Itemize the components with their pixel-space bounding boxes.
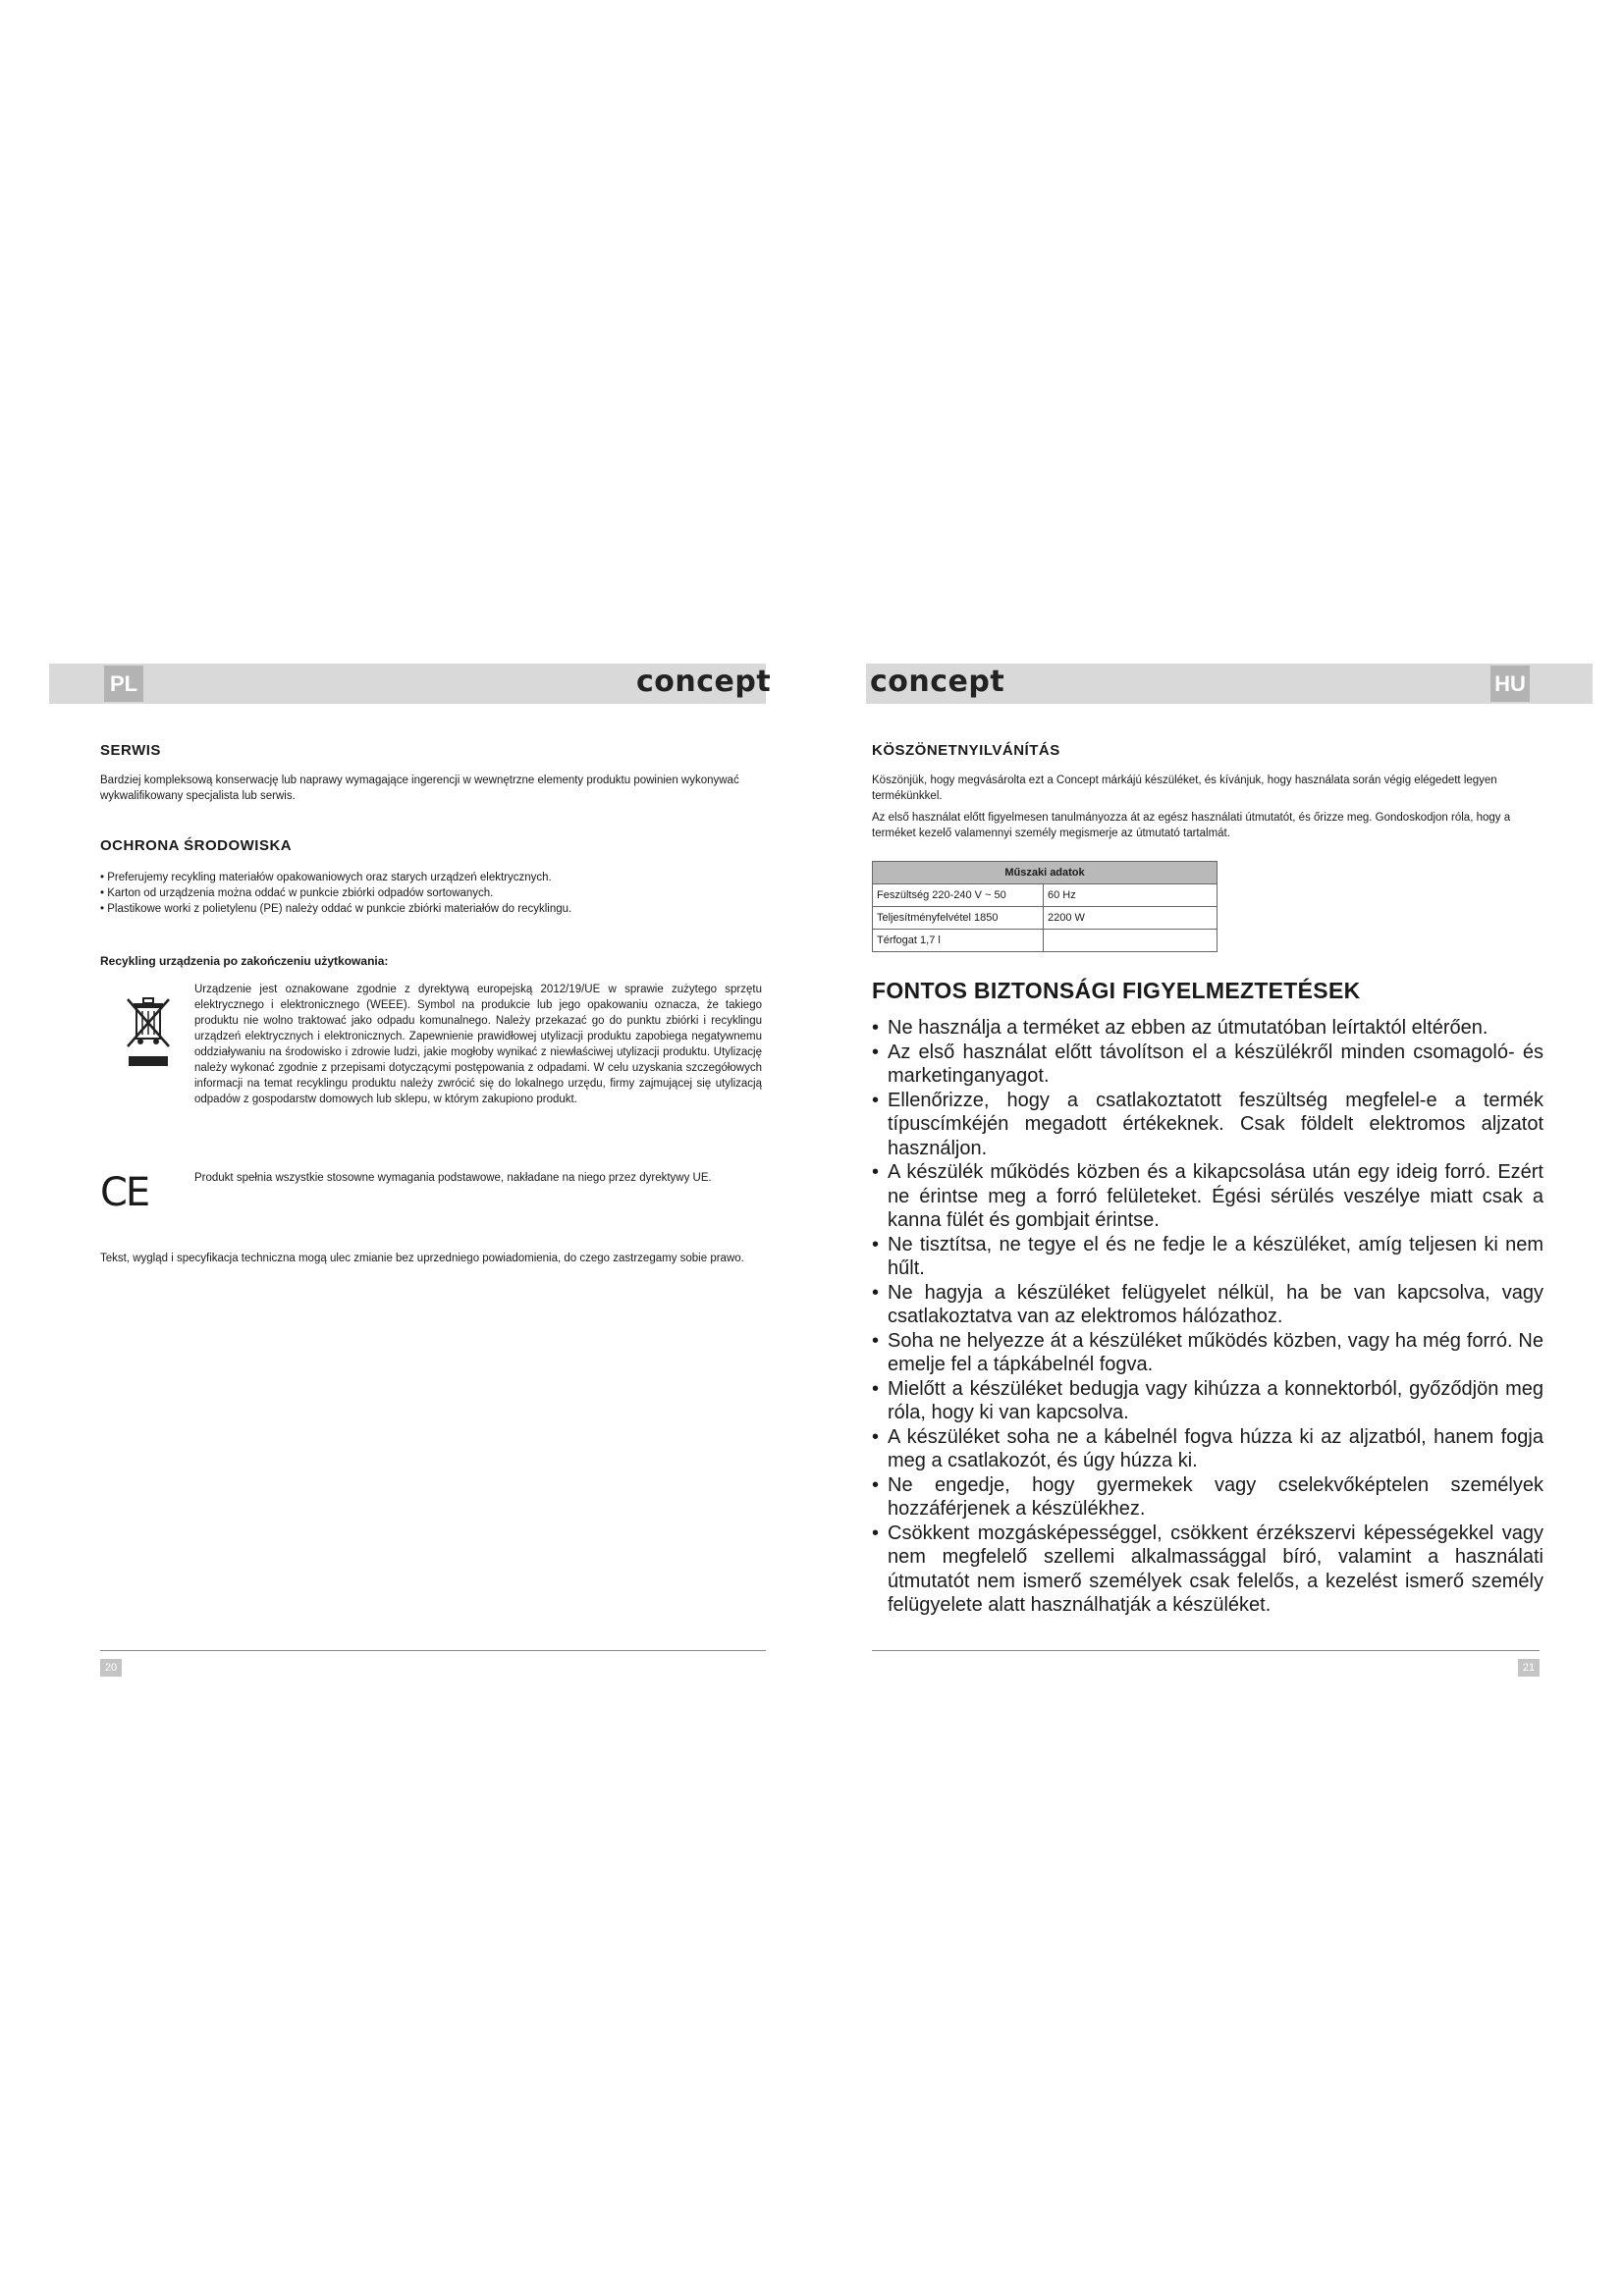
list-item: • Csökkent mozgásképességgel, csökkent érzékszervi képességekkel vagy nem megfelelő szellemi alkalmassággal bíró, valamint a használati útmutatót nem ismerő személyek csak felelős, a kezelést ismerő személy felügyelete alatt használhatják a készüléket.	[872, 1522, 1543, 1618]
page-number-left: 20	[100, 1659, 122, 1677]
table-row	[873, 930, 1218, 952]
list-item: • Az első használat előtt távolítson el a készülékről minden csomagoló- és marketinganyagot.	[872, 1041, 1543, 1089]
weee-block	[100, 982, 764, 1148]
ce-text: Produkt spełnia wszystkie stosowne wymagania podstawowe, nakładane na niego przez dyrektywy UE.	[194, 1172, 712, 1184]
safety-title: FONTOS BIZTONSÁGI FIGYELMEZTETÉSEK	[872, 978, 1361, 1003]
brand-logo-left: concept	[636, 665, 772, 699]
serwis-text: Bardziej kompleksową konserwację lub naprawy wymagające ingerencji w wewnętrzne elementy produktu powinien wykonywać wykwalifikowany specjalista lub serwis.	[100, 774, 739, 802]
list-item: • Ne használja a terméket az ebben az útmutatóban leírtaktól eltérően.	[872, 1016, 1543, 1041]
section-title-serwis: SERWIS	[100, 742, 161, 759]
brand-logo-right: concept	[870, 665, 1005, 699]
recycling-text: Urządzenie jest oznakowane zgodnie z dyrektywą europejską 2012/19/UE w sprawie zużytego sprzętu elektrycznego i elektronicznego (WEEE). Symbol na produkcie lub jego opakowaniu oznacza, że takiego produktu nie wolno traktować jako odpadu komunalnego. Należy przekazać go do punktu zbiórki i recyklingu urządzeń elektrycznych i elektronicznych. Zapewnienie prawidłowej utylizacji produktu zapobiega negatywnemu oddziaływaniu na środowisko i zdrowie ludzi, jakie mogłoby wynikać z niewłaściwej utylizacji produktu. Utylizację należy wykonać zgodnie z przepisami dotyczącymi postępowania z odpadami. W celu uzyskania szczegółowych informacji na temat recyklingu produktu należy zwrócić się do lokalnego urzędu, firmy zajmującej się utylizacją odpadów z gospodarstw domowych lub sklepu, w którym zakupiono produkt.	[194, 984, 762, 1105]
table-row	[873, 907, 1218, 930]
thanks-paragraph-2: Az első használat előtt figyelmesen tanulmányozza át az egész használati útmutatót, és őrizze meg. Gondoskodjon róla, hogy a terméket kezelő valamennyi személy megismerje az útmutató tartalmát.	[872, 812, 1511, 839]
language-tab-pl: PL	[104, 666, 143, 702]
page-number-right: 21	[1518, 1659, 1540, 1677]
left-page	[100, 742, 764, 1266]
list-item: • Ne engedje, hogy gyermekek vagy cselekvőképtelen személyek hozzáférjenek a készülékhez.	[872, 1473, 1543, 1522]
footer-note: Tekst, wygląd i specyfikacja techniczna mogą ulec zmianie bez uprzedniego powiadomienia, do czego zastrzegamy sobie prawo.	[100, 1253, 744, 1264]
crossed-bin-icon	[124, 993, 173, 1072]
list-item: • Karton od urządzenia można oddać w punkcie zbiórki odpadów sortowanych.	[100, 885, 764, 901]
list-item: • Preferujemy recykling materiałów opakowaniowych oraz starych urządzeń elektrycznych.	[100, 870, 764, 885]
list-item: • A készüléket soha ne a kábelnél fogva húzza ki az aljzatból, hanem fogja meg a csatlakozót, és úgy húzza ki.	[872, 1425, 1543, 1473]
table-cell: 2200 W	[1044, 907, 1218, 930]
list-item: • Plastikowe worki z polietylenu (PE) należy oddać w punkcie zbiórki materiałów do recyklingu.	[100, 901, 764, 917]
list-item: • Soha ne helyezze át a készüléket működés közben, vagy ha még forró. Ne emelje fel a tápkábelnél fogva.	[872, 1329, 1543, 1377]
safety-list	[872, 1016, 1543, 1618]
thanks-paragraph-1: Köszönjük, hogy megvásárolta ezt a Concept márkájú készüléket, és kívánjuk, hogy használata során végig elégedett legyen termékünkkel.	[872, 774, 1497, 802]
table-cell: Feszültség 220-240 V ~ 50	[873, 884, 1044, 907]
footer-rule-right	[872, 1650, 1540, 1651]
environment-list	[100, 870, 764, 917]
language-tab-hu: HU	[1490, 666, 1530, 702]
footer-rule-left	[100, 1650, 766, 1651]
recycling-title: Recykling urządzenia po zakończeniu użytkowania:	[100, 954, 389, 968]
spec-table-title: Műszaki adatok	[873, 862, 1218, 884]
spec-table	[872, 861, 1218, 952]
table-row	[873, 884, 1218, 907]
table-cell: 60 Hz	[1044, 884, 1218, 907]
ce-mark-icon: CE	[100, 1170, 149, 1215]
section-title-environment: OCHRONA ŚRODOWISKA	[100, 837, 293, 854]
list-item: • A készülék működés közben és a kikapcsolása után egy ideig forró. Ezért ne érintse meg a forró felületeket. Égési sérülés veszélye miatt csak a kanna fülét és gombjait érintse.	[872, 1160, 1543, 1233]
right-page	[872, 742, 1549, 1618]
list-item: • Ellenőrizze, hogy a csatlakoztatott feszültség megfelel-e a termék típuscímkéjén megadott értékeknek. Csak földelt elektromos aljzatot használjon.	[872, 1089, 1543, 1161]
list-item: • Ne tisztítsa, ne tegye el és ne fedje le a készüléket, amíg teljesen ki nem hűlt.	[872, 1233, 1543, 1281]
table-cell	[1044, 930, 1218, 952]
list-item: • Mielőtt a készüléket bedugja vagy kihúzza a konnektorból, győződjön meg róla, hogy ki van kapcsolva.	[872, 1377, 1543, 1425]
table-cell: Teljesítményfelvétel 1850	[873, 907, 1044, 930]
section-title-thanks: KÖSZÖNETNYILVÁNÍTÁS	[872, 742, 1060, 759]
table-cell: Térfogat 1,7 l	[873, 930, 1044, 952]
ce-block	[100, 1166, 764, 1225]
list-item: • Ne hagyja a készüléket felügyelet nélkül, ha be van kapcsolva, vagy csatlakoztatva van az elektromos hálózathoz.	[872, 1281, 1543, 1329]
